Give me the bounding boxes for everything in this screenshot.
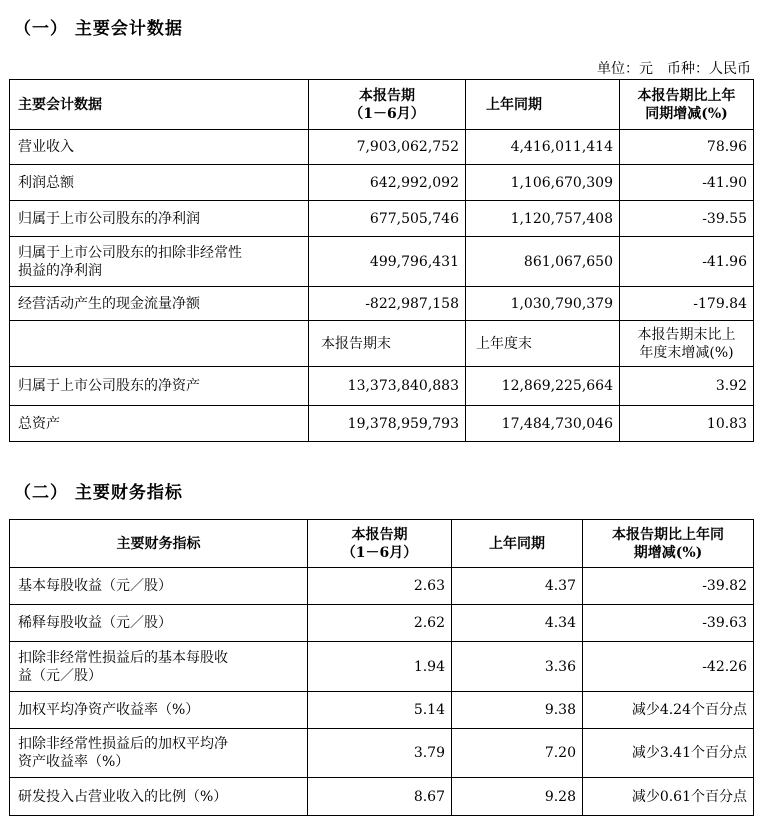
row-current: 8.67 — [308, 778, 452, 816]
row-current: 7,903,062,752 — [309, 130, 466, 165]
table-row — [10, 605, 754, 642]
header-change: 本报告期比上年 同期增减(%) — [620, 80, 754, 130]
table-row — [10, 692, 754, 729]
row-current: 677,505,746 — [309, 201, 466, 237]
subheader-change: 本报告期末比上 年度末增减(%) — [620, 321, 754, 367]
row-change: 减少4.24个百分点 — [583, 692, 754, 729]
row-change: 减少0.61个百分点 — [583, 778, 754, 816]
row-prior: 1,120,757,408 — [466, 201, 620, 237]
row-prior: 1,106,670,309 — [466, 165, 620, 201]
row-prior: 4.34 — [452, 605, 583, 642]
row-item: 基本每股收益（元／股） — [10, 568, 308, 605]
row-current: 13,373,840,883 — [309, 367, 466, 406]
row-current: -822,987,158 — [309, 287, 466, 321]
table-row — [10, 778, 754, 816]
row-change: 78.96 — [620, 130, 754, 165]
header-change: 本报告期比上年同 期增减(%) — [583, 520, 754, 568]
financial-indicators-table — [9, 519, 754, 816]
row-current: 5.14 — [308, 692, 452, 729]
header-prior: 上年同期 — [452, 520, 583, 568]
table-row — [10, 729, 754, 778]
table-row — [10, 201, 754, 237]
row-item: 归属于上市公司股东的扣除非经常性 损益的净利润 — [10, 237, 309, 287]
header-item: 主要财务指标 — [10, 520, 308, 568]
table-header-row — [10, 520, 754, 568]
row-item: 研发投入占营业收入的比例（%） — [10, 778, 308, 816]
section1-title: （一） 主要会计数据 — [14, 19, 183, 39]
subheader-current: 本报告期末 — [309, 321, 466, 367]
row-prior: 7.20 — [452, 729, 583, 778]
row-change: 10.83 — [620, 406, 754, 442]
table-subheader-row — [10, 321, 754, 367]
row-change: -39.63 — [583, 605, 754, 642]
row-change: -42.26 — [583, 642, 754, 692]
unit-currency-line: 单位：元 币种：人民币 — [597, 61, 751, 77]
row-prior: 3.36 — [452, 642, 583, 692]
row-prior: 9.38 — [452, 692, 583, 729]
row-item: 稀释每股收益（元／股） — [10, 605, 308, 642]
row-current: 499,796,431 — [309, 237, 466, 287]
accounting-data-table — [9, 79, 754, 442]
row-item: 总资产 — [10, 406, 309, 442]
row-current: 3.79 — [308, 729, 452, 778]
row-current: 2.63 — [308, 568, 452, 605]
header-item: 主要会计数据 — [10, 80, 309, 130]
row-prior: 17,484,730,046 — [466, 406, 620, 442]
row-prior: 4,416,011,414 — [466, 130, 620, 165]
subheader-empty — [10, 321, 309, 367]
section2-title: （二） 主要财务指标 — [14, 483, 183, 503]
row-item: 扣除非经常性损益后的加权平均净 资产收益率（%） — [10, 729, 308, 778]
row-item: 归属于上市公司股东的净利润 — [10, 201, 309, 237]
row-item: 营业收入 — [10, 130, 309, 165]
row-change: 3.92 — [620, 367, 754, 406]
row-item: 归属于上市公司股东的净资产 — [10, 367, 309, 406]
row-item: 加权平均净资产收益率（%） — [10, 692, 308, 729]
row-change: -39.55 — [620, 201, 754, 237]
row-current: 642,992,092 — [309, 165, 466, 201]
table-row — [10, 287, 754, 321]
row-current: 19,378,959,793 — [309, 406, 466, 442]
row-change: -179.84 — [620, 287, 754, 321]
table-header-row — [10, 80, 754, 130]
row-change: -41.90 — [620, 165, 754, 201]
table-row — [10, 568, 754, 605]
row-current: 2.62 — [308, 605, 452, 642]
row-prior: 9.28 — [452, 778, 583, 816]
table-row — [10, 237, 754, 287]
row-change: -41.96 — [620, 237, 754, 287]
row-item: 利润总额 — [10, 165, 309, 201]
table-row — [10, 367, 754, 406]
table-row — [10, 130, 754, 165]
table-row — [10, 406, 754, 442]
table-row — [10, 642, 754, 692]
row-change: -39.82 — [583, 568, 754, 605]
header-current: 本报告期 （1－6月） — [308, 520, 452, 568]
row-item: 扣除非经常性损益后的基本每股收 益（元／股） — [10, 642, 308, 692]
row-change: 减少3.41个百分点 — [583, 729, 754, 778]
row-prior: 861,067,650 — [466, 237, 620, 287]
header-prior: 上年同期 — [466, 80, 620, 130]
subheader-prior: 上年度末 — [466, 321, 620, 367]
row-item: 经营活动产生的现金流量净额 — [10, 287, 309, 321]
header-current: 本报告期 （1－6月） — [309, 80, 466, 130]
row-current: 1.94 — [308, 642, 452, 692]
table-row — [10, 165, 754, 201]
row-prior: 1,030,790,379 — [466, 287, 620, 321]
row-prior: 4.37 — [452, 568, 583, 605]
row-prior: 12,869,225,664 — [466, 367, 620, 406]
